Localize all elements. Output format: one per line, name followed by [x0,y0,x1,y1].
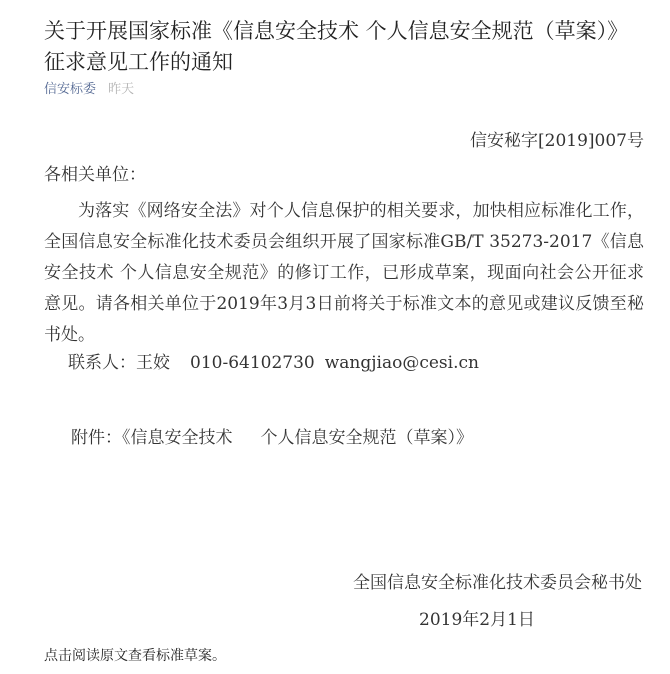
attachment-label: 附件： [71,428,122,448]
article-title: 关于开展国家标准《信息安全技术 个人信息安全规范（草案）》征求意见工作的通知 [44,19,629,74]
contact-line [68,349,479,377]
attachment-line [71,424,473,452]
salutation: 各相关单位： [44,165,146,185]
read-original-link[interactable]: 点击阅读原文查看标准草案。 [44,648,226,664]
account-name-link[interactable]: 信安标委 [44,82,97,97]
signature-organization: 全国信息安全标准化技术委员会秘书处 [353,573,642,593]
attachment-name-part1: 《信息安全技术 [122,428,233,448]
contact-email: wangjiao@cesi.cn [324,353,479,373]
attachment-name-part2: 个人信息安全规范（草案）》 [260,428,473,448]
body-paragraph: 为落实《网络安全法》对个人信息保护的相关要求，加快相应标准化工作，全国信息安全标准化技术委员会组织开展了国家标准GB/T 35273-2017《信息安全技术 个人信息安全规范》的修订工作，已形成草案，现面向社会公开征求意见。请各相关单位于2019年3月3日前将关于标准文本的意见或建议反馈至秘书处。 [44,201,644,345]
document-number: 信安秘字[2019]007号 [470,131,644,151]
contact-phone: 010-64102730 [190,353,315,373]
publish-date: 昨天 [108,82,135,97]
signature-date: 2019年2月1日 [419,610,535,630]
contact-label: 联系人： [68,353,136,373]
contact-name: 王姣 [136,353,170,373]
article-meta [44,81,134,99]
